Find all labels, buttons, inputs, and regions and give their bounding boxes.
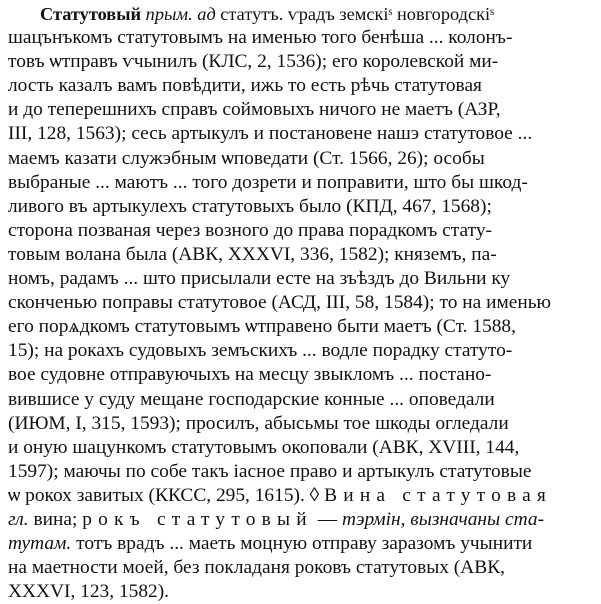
text-segment: (ИЮМ, I, 315, 1593); просилъ, абысьмы тое шкоды огледали bbox=[8, 412, 509, 434]
text-segment: вина; bbox=[28, 508, 83, 530]
text-segment: вое судовне отправуючыхъ на месцу звыкломъ ... постано- bbox=[8, 364, 492, 386]
text-line bbox=[8, 122, 595, 146]
text-line bbox=[8, 147, 595, 171]
text-line bbox=[8, 532, 595, 556]
text-line bbox=[8, 2, 595, 26]
text-line bbox=[8, 219, 595, 243]
text-segment: тотъ врадъ ... маеть моцную отправу заразомъ учынити bbox=[71, 533, 533, 555]
text-line bbox=[8, 339, 595, 363]
text-segment: 1597); маючы по собе такъ iасное право и артыкулъ статутовые bbox=[8, 460, 532, 482]
text-segment: шацънъкомъ статутовымъ на именью того бенѣша ... колонъ- bbox=[8, 27, 513, 49]
text-line bbox=[8, 460, 595, 484]
text-line bbox=[8, 50, 595, 74]
text-line bbox=[8, 195, 595, 219]
italic-text: прым. ад bbox=[145, 4, 216, 24]
text-segment: сторона позваная через возного до права порадкомъ стату- bbox=[8, 219, 492, 241]
italic-text: тэрмін, вызначаны ста- bbox=[341, 508, 545, 530]
text-segment: товъ ѡтправъ ѵчынилъ (КЛС, 2, 1536); его королевской ми- bbox=[8, 51, 499, 73]
headword: Статутовый bbox=[40, 4, 142, 24]
text-segment: и до теперешнихъ справъ соймовыхъ ничого не маетъ (АЗР, bbox=[8, 99, 501, 121]
text-segment: выбраные ... маютъ ... того дозрети и поправити, што бы шкод- bbox=[8, 171, 528, 193]
text-line bbox=[8, 363, 595, 387]
text-segment: статутъ. ѵрадъ земскіˢ новгородскіˢ bbox=[215, 4, 494, 24]
italic-text: тутам. bbox=[8, 533, 72, 555]
text-line bbox=[8, 171, 595, 195]
text-segment: номъ, радамъ ... што присылали есте на зъѣздъ до Вильни ку bbox=[8, 268, 511, 290]
text-line bbox=[8, 315, 595, 339]
text-line bbox=[8, 291, 595, 315]
text-line bbox=[8, 74, 595, 98]
text-segment: вившисе у суду мещане господарские конные ... оповедали bbox=[8, 388, 495, 410]
text-segment: — bbox=[312, 508, 342, 530]
text-line bbox=[8, 388, 595, 412]
italic-text: гл. bbox=[8, 508, 29, 530]
text-line bbox=[8, 26, 595, 50]
text-segment: его порѧдкомъ статутовымъ ѡтправено быти маетъ (Ст. 1588, bbox=[8, 316, 516, 338]
text-segment: на маетности моей, без покладаня роковъ статутовых (АВК, bbox=[8, 557, 505, 579]
text-segment: лость казалъ вамъ повѣдити, ижь то есть рѣчь статутовая bbox=[8, 75, 482, 97]
text-line bbox=[8, 243, 595, 267]
spaced-phrase: рокъ статутовый bbox=[82, 508, 313, 530]
text-line bbox=[8, 580, 595, 604]
text-segment: 15); на рокахъ судовыхъ земъскихъ ... водле порадку статуто- bbox=[8, 340, 513, 362]
text-line bbox=[8, 412, 595, 436]
text-segment: ѡ рокох завитых (ККСС, 295, 1615). ◊ bbox=[8, 484, 325, 506]
text-segment: товым волана была (АВК, XXXVI, 336, 1582); княземъ, па- bbox=[8, 243, 497, 265]
text-line bbox=[8, 98, 595, 122]
text-line bbox=[8, 267, 595, 291]
text-line bbox=[8, 484, 595, 508]
text-segment: маемъ казати служэбным ѡповедати (Ст. 1566, 26); особы bbox=[8, 147, 485, 169]
text-segment: ливого въ артыкулехъ статутовыхъ было (КПД, 467, 1568); bbox=[8, 195, 492, 217]
spaced-phrase: Вина статутовая bbox=[324, 484, 553, 506]
text-line bbox=[8, 508, 595, 532]
text-line bbox=[8, 556, 595, 580]
text-line bbox=[8, 436, 595, 460]
text-segment: III, 128, 1563); сесь артыкулъ и постановене нашэ статутовое ... bbox=[8, 123, 533, 145]
text-segment: XXXVI, 123, 1582). bbox=[8, 581, 170, 603]
text-segment: и оную шацункомъ статутовымъ окоповали (АВК, XVIII, 144, bbox=[8, 436, 520, 458]
text-segment: сконченью поправы статутовое (АСД, III, 58, 1584); то на именью bbox=[8, 292, 552, 314]
